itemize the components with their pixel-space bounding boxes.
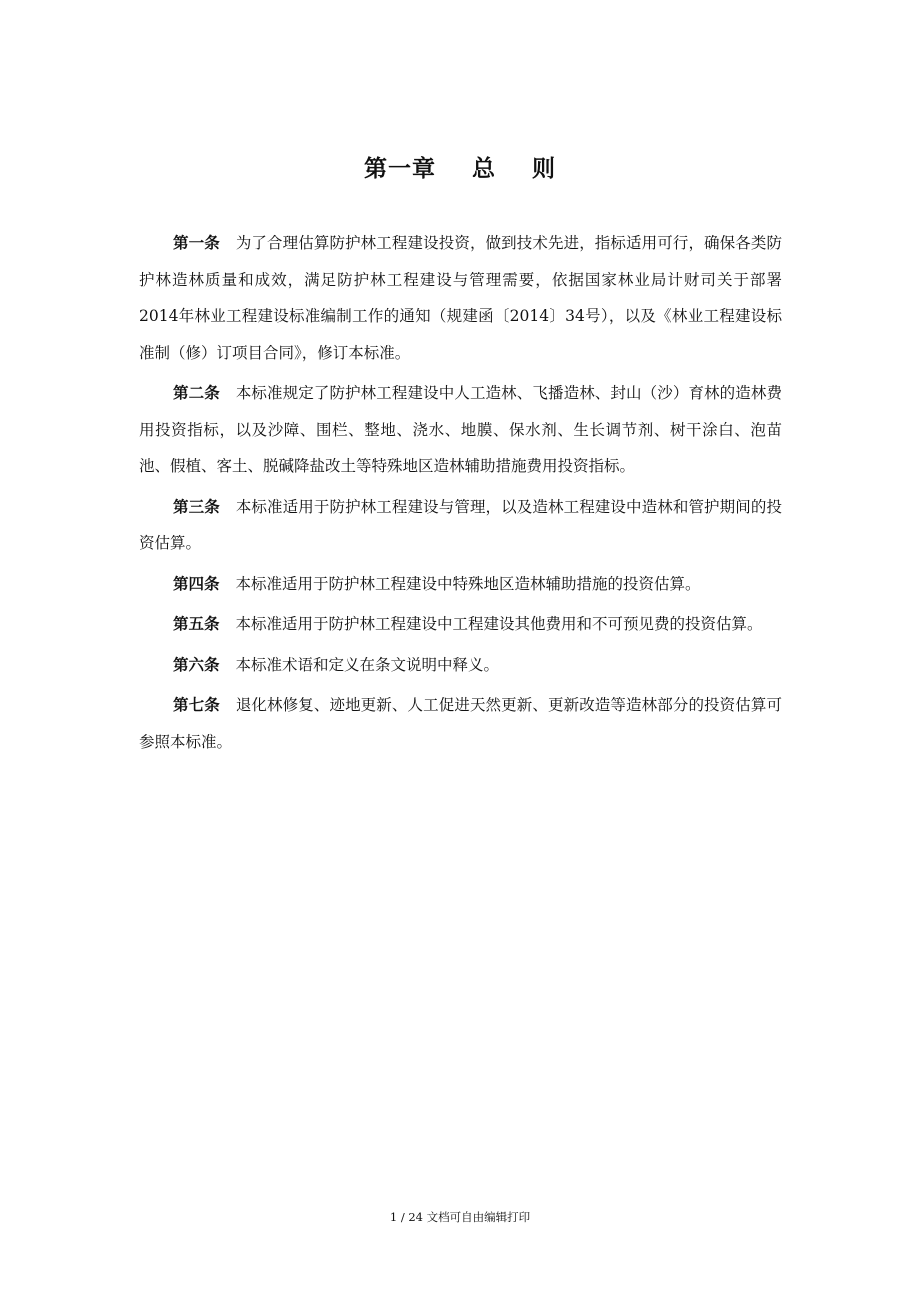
article-text: 本标准适用于防护林工程建设与管理，以及造林工程建设中造林和管护期间的投资估算。 bbox=[139, 497, 782, 552]
article-text: 退化林修复、迹地更新、人工促进天然更新、更新改造等造林部分的投资估算可参照本标准。 bbox=[139, 696, 782, 751]
article-2 bbox=[139, 375, 782, 485]
article-label: 第五条 bbox=[173, 615, 220, 633]
article-label: 第一条 bbox=[173, 234, 220, 252]
article-text: 本标准规定了防护林工程建设中人工造林、飞播造林、封山（沙）育林的造林费用投资指标，以及沙障、围栏、整地、浇水、地膜、保水剂、生长调节剂、树干涂白、泡苗池、假植、客土、脱碱降盐改土等特殊地区造林辅助措施费用投资指标。 bbox=[139, 384, 782, 475]
article-7 bbox=[139, 687, 782, 760]
article-1 bbox=[139, 225, 782, 371]
article-label: 第二条 bbox=[173, 384, 220, 402]
article-text: 本标准适用于防护林工程建设中特殊地区造林辅助措施的投资估算。 bbox=[235, 574, 701, 593]
article-text: 为了合理估算防护林工程建设投资，做到技术先进，指标适用可行，确保各类防护林造林质量和成效，满足防护林工程建设与管理需要，依据国家林业局计财司关于部署2014年林业工程建设标准编制工作的通知（规建函〔2014〕34号），以及《林业工程建设标准制（修）订项目合同》，修订本标准。 bbox=[139, 234, 782, 362]
article-6 bbox=[139, 647, 782, 684]
article-text: 本标准适用于防护林工程建设中工程建设其他费用和不可预见费的投资估算。 bbox=[235, 615, 763, 633]
article-label: 第六条 bbox=[173, 655, 220, 674]
article-5 bbox=[139, 606, 782, 643]
article-text: 本标准术语和定义在条文说明中释义。 bbox=[235, 655, 500, 674]
article-label: 第三条 bbox=[173, 497, 220, 516]
chapter-title: 第一章 总 则 bbox=[363, 156, 557, 182]
chapter-body bbox=[139, 225, 782, 764]
article-label: 第四条 bbox=[173, 574, 220, 593]
article-4 bbox=[139, 566, 782, 603]
page-footer: 1 / 24 文档可自由编辑打印 bbox=[389, 1210, 531, 1224]
article-3 bbox=[139, 489, 782, 562]
article-label: 第七条 bbox=[173, 696, 220, 714]
